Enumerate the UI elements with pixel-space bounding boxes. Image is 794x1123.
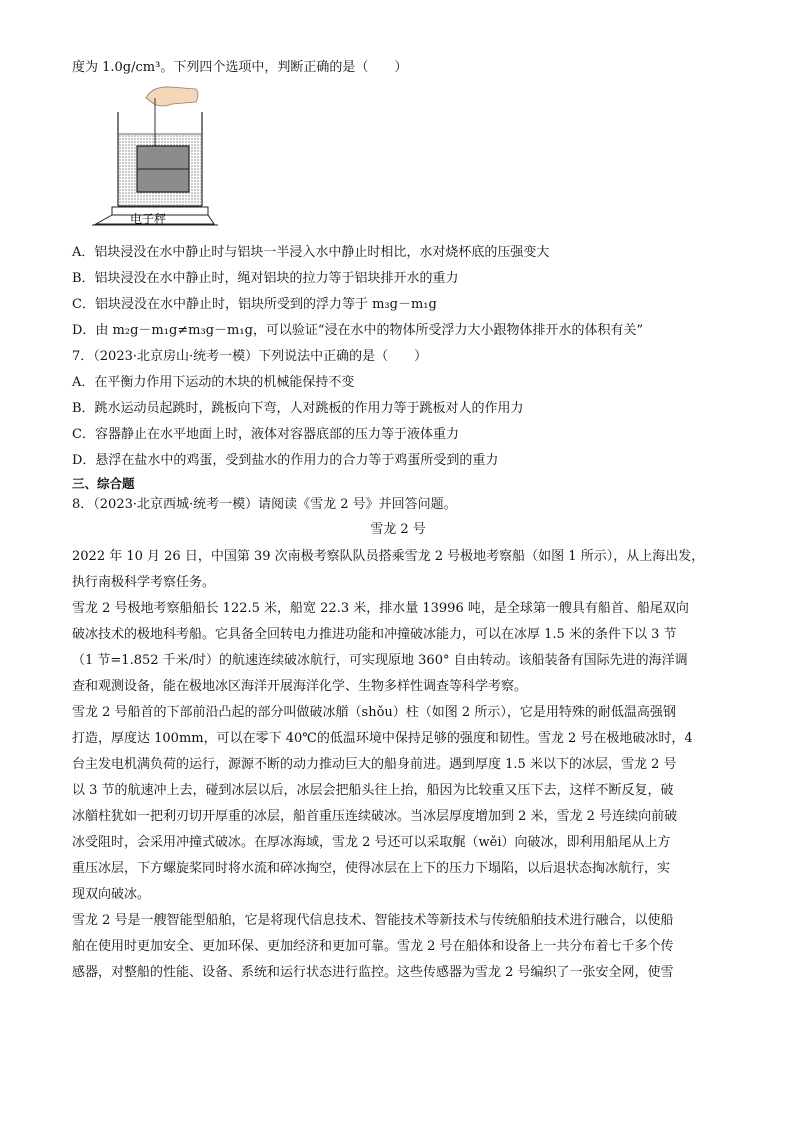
q6-option-a: A．铝块浸没在水中静止时与铝块一半浸入水中静止时相比，水对烧杯底的压强变大 bbox=[72, 244, 550, 260]
electronic-scale-figure bbox=[92, 84, 218, 236]
document-page bbox=[72, 58, 724, 986]
q7-option-c: C．容器静止在水平地面上时，液体对容器底部的压力等于液体重力 bbox=[72, 426, 459, 442]
section-heading: 三、综合题 bbox=[72, 475, 135, 491]
q7-option-a: A．在平衡力作用下运动的木块的机械能保持不变 bbox=[72, 374, 355, 390]
q6-option-d: D．由 m₂g－m₁g≠m₃g－m₁g，可以验证“浸在水中的物体所受浮力大小跟物体排开水的体积有关” bbox=[72, 322, 644, 338]
q7-stem: 7．（2023·北京房山·统考一模）下列说法中正确的是（ ） bbox=[72, 348, 428, 364]
q7-option-d: D．悬浮在盐水中的鸡蛋，受到盐水的作用力的合力等于鸡蛋所受到的重力 bbox=[72, 452, 499, 468]
q6-option-b: B．铝块浸没在水中静止时，绳对铝块的拉力等于铝块排开水的重力 bbox=[72, 270, 459, 286]
article-title: 雪龙 2 号 bbox=[370, 521, 426, 537]
q7-option-b: B．跳水运动员起跳时，跳板向下弯，人对跳板的作用力等于跳板对人的作用力 bbox=[72, 400, 524, 416]
q6-intro: 度为 1.0g/cm³。下列四个选项中，判断正确的是（ ） bbox=[72, 60, 408, 75]
scale-label: 电子秤 bbox=[130, 211, 167, 226]
article-paragraph-1: 2022 年 10 月 26 日，中国第 39 次南极考察队队员搭乘雪龙 2 号极地考察船（如图 1 所示），从上海出发， 执行南极科学考察任务。 bbox=[72, 548, 705, 590]
article-paragraph-4: 雪龙 2 号是一艘智能型船舶，它是将现代信息技术、智能技术等新技术与传统船舶技术进行融合，以使船 舶在使用时更加安全、更加环保、更加经济和更加可靠。雪龙 2 号在船体和设备上一共分布着七千多个传 感器，对整船的性能、设备、系统和运行状态进行监控。这些传感器为雪龙 2 号编织了一张安全网，使雪 bbox=[72, 912, 674, 980]
article-paragraph-2: 雪龙 2 号极地考察船船长 122.5 米，船宽 22.3 米，排水量 13996 吨，是全球第一艘具有船首、船尾双向 破冰技术的极地科考船。它具备全回转电力推进功能和冲撞破冰能力，可以在冰厚 1.5 米的条件下以 3 节 （1 节=1.852 千米/时）的航速连续破冰航行，可实现原地 360° 自由转动。该船装备有国际先进的海洋调 查和观测设备，能在极地冰区海洋开展海洋化学、生物多样性调查等科学考察。 bbox=[72, 600, 689, 694]
hand-icon bbox=[146, 86, 198, 105]
article-paragraph-3: 雪龙 2 号船首的下部前沿凸起的部分叫做破冰艏（shǒu）柱（如图 2 所示），它是用特殊的耐低温高强钢 打造，厚度达 100mm，可以在零下 40℃的低温环境中保持足够的强度和韧性。雪龙 2 号在极地破冰时，4 台主发电机满负荷的运行，源源不断的动力推动巨大的船身前进。遇到厚度 1.5 米以下的冰层，雪龙 2 号 以 3 节的航速冲上去，碰到冰层以后，冰层会把船头往上抬，船因为比较重又压下去，这样不断反复，破 冰艏柱犹如一把利刃切开厚重的冰层，船首重压连续破冰。当冰层厚度增加到 2 米，雪龙 2 号连续向前破 冰受阻时，会采用冲撞式破冰。在厚冰海域，雪龙 2 号还可以采取艉（wěi）向破冰，即利用船尾从上方 重压冰层，下方螺旋桨同时将水流和碎冰掏空，使得冰层在上下的压力下塌陷，以后退状态掏冰航行，实 现双向破冰。 bbox=[72, 704, 693, 902]
q6-option-c: C．铝块浸没在水中静止时，铝块所受到的浮力等于 m₃g－m₁g bbox=[72, 296, 437, 312]
q8-stem: 8．（2023·北京西城·统考一模）请阅读《雪龙 2 号》并回答问题。 bbox=[72, 496, 457, 512]
